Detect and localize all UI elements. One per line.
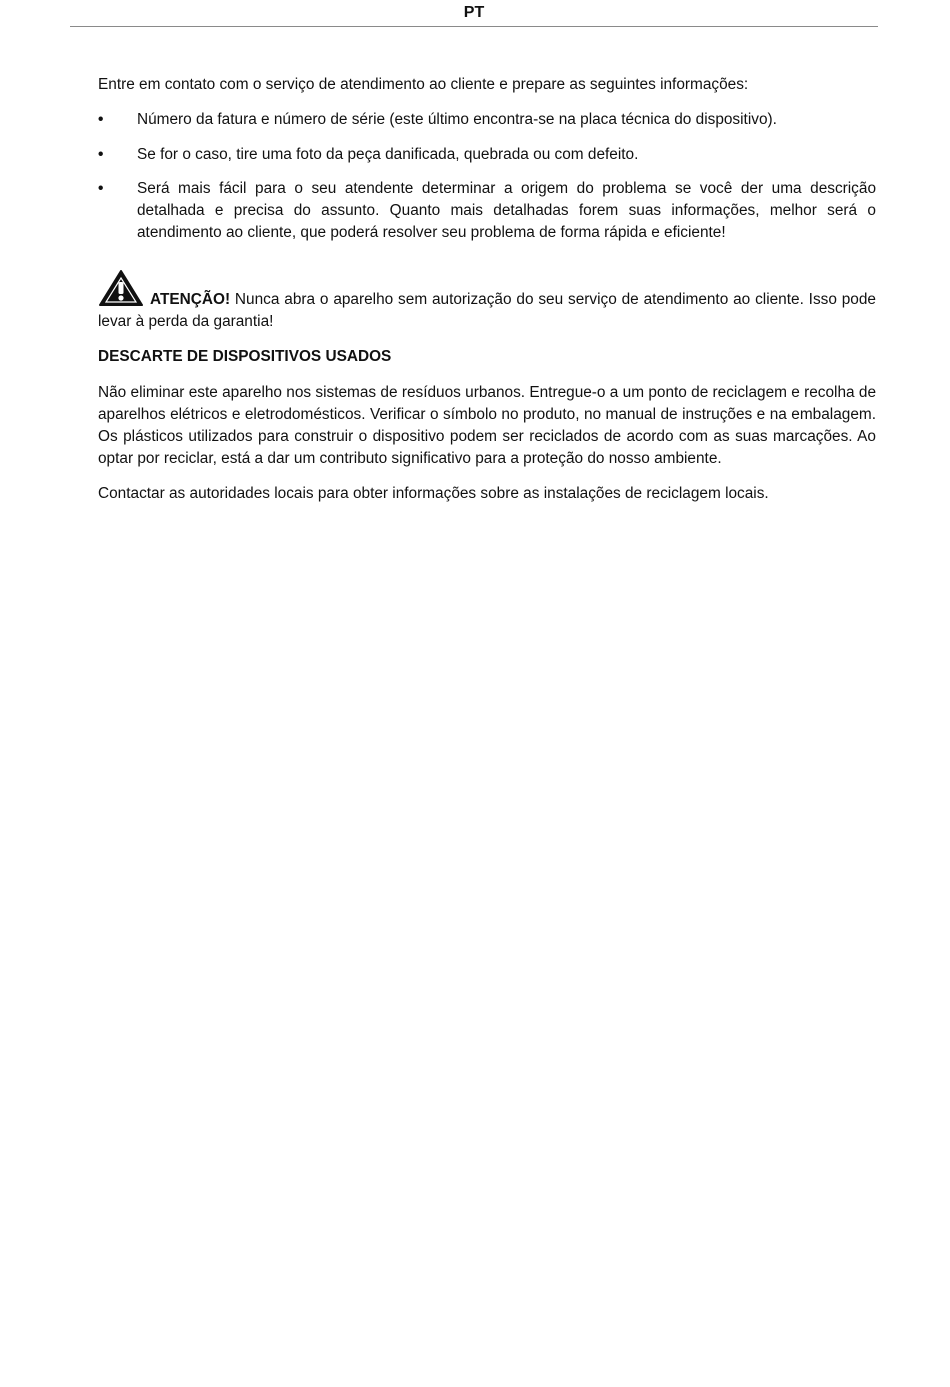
warning-text: Nunca abra o aparelho sem autorização do seu serviço de atendimento ao cliente. Isso pode levar à perda da garantia! xyxy=(98,290,876,330)
list-item xyxy=(98,144,876,166)
bullet-icon: • xyxy=(98,145,104,163)
warning-triangle-icon xyxy=(98,269,144,307)
bullet-icon: • xyxy=(98,180,104,198)
section-heading: DESCARTE DE DISPOSITIVOS USADOS xyxy=(98,348,392,366)
list-item-text: Será mais fácil para o seu atendente determinar a origem do problema se você der uma descrição detalhada e precisa do assunto. Quanto mais detalhadas forem suas informações, melhor será o atendimento ao cliente, que poderá resolver seu problema de forma rápida e eficiente! xyxy=(137,180,876,241)
intro-paragraph: Entre em contato com o serviço de atendimento ao cliente e prepare as seguintes informações: xyxy=(98,76,749,93)
disposal-paragraph: Não eliminar este aparelho nos sistemas de resíduos urbanos. Entregue-o a um ponto de reciclagem e recolha de aparelhos elétricos e eletrodomésticos. Verificar o símbolo no produto, no manual de instruções e na embalagem. Os plásticos utilizados para construir o dispositivo podem ser reciclados de acordo com as suas marcações. Ao optar por reciclar, está a dar um contributo significativo para a proteção do nosso ambiente. xyxy=(98,384,876,467)
list-item-text: Número da fatura e número de série (este último encontra-se na placa técnica do dispositivo). xyxy=(137,110,777,128)
info-list xyxy=(98,109,876,244)
list-item xyxy=(98,109,876,131)
warning-paragraph xyxy=(98,269,876,333)
document-body xyxy=(98,74,876,505)
page-header xyxy=(70,0,878,27)
warning-label: ATENÇÃO! xyxy=(150,290,231,308)
contact-paragraph: Contactar as autoridades locais para obter informações sobre as instalações de reciclagem locais. xyxy=(98,485,769,503)
language-label: PT xyxy=(463,4,485,21)
bullet-icon: • xyxy=(98,110,104,128)
list-item-text: Se for o caso, tire uma foto da peça danificada, quebrada ou com defeito. xyxy=(137,145,639,163)
list-item xyxy=(98,178,876,243)
